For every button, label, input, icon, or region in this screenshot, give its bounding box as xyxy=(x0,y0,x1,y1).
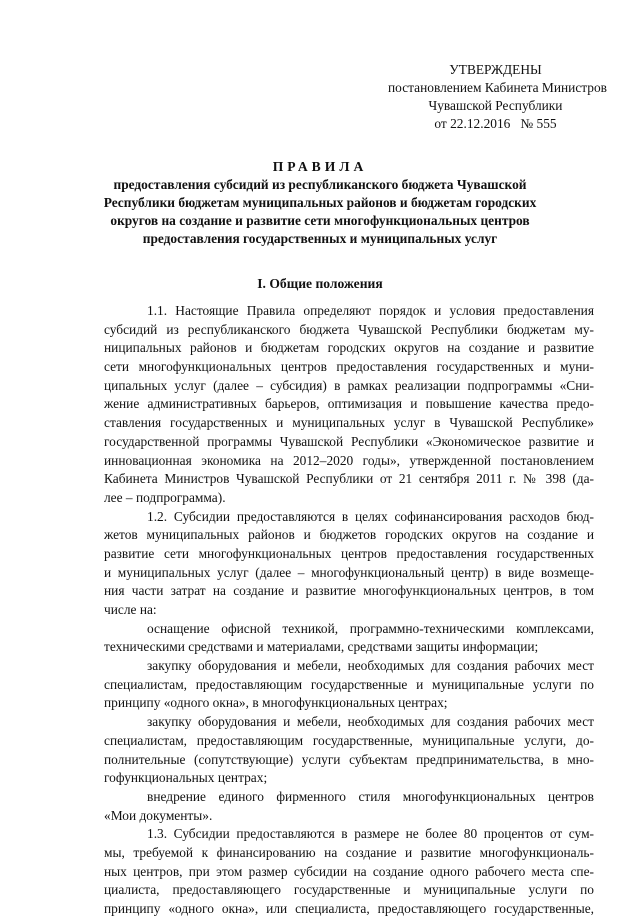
body-line: жение административных барьеров, оптимизация и повышение качества предо- xyxy=(104,396,594,412)
body-line: специалистам, предоставляющим государственные и муниципальные услуги по xyxy=(104,676,594,692)
body-line: инновационная экономика на 2012–2020 годы», утвержденной постановлением xyxy=(104,452,594,468)
body-line: 1.3. Субсидии предоставляются в размере не более 80 процентов от сум- xyxy=(147,826,594,842)
body-line: циалиста, предоставляющего государственные и муниципальные услуги по xyxy=(104,882,594,898)
approval-line: Чувашской Республики xyxy=(428,98,563,113)
body-line: внедрение единого фирменного стиля многофункциональных центров xyxy=(147,788,594,804)
body-line: закупку оборудования и мебели, необходимых для создания рабочих мест xyxy=(147,714,594,730)
body-line: «Мои документы». xyxy=(104,807,213,823)
body-line: гофункциональных центрах; xyxy=(104,770,268,786)
subtitle-line: предоставления субсидий из республиканского бюджета Чувашской xyxy=(113,177,527,192)
approval-line: постановлением Кабинета Министров xyxy=(388,80,607,95)
body-line: оснащение офисной техникой, программно-техническими комплексами, xyxy=(147,620,594,636)
document-title: ПРАВИЛА xyxy=(272,159,368,174)
body-line: специалистам, предоставляющим государственные, муниципальные услуги, до- xyxy=(104,732,594,748)
body-line: ставления государственных и муниципальных услуг в Чувашской Республике» xyxy=(104,415,594,431)
body-line: ципальных услуг (далее – субсидия) в рамках реализации подпрограммы «Сни- xyxy=(104,377,594,393)
body-line: государственной программы Чувашской Республики «Экономическое развитие и xyxy=(104,433,594,449)
approval-line: УТВЕРЖДЕНЫ xyxy=(449,62,542,77)
document-body xyxy=(104,302,594,919)
subtitle-line: предоставления государственных и муниципальных услуг xyxy=(142,231,498,246)
body-line: 1.1. Настоящие Правила определяют порядок и условия предоставления xyxy=(147,303,594,318)
body-line: ных центров, при этом размер субсидии на создание одного рабочего места спе- xyxy=(104,863,594,879)
body-line: сети многофункциональных центров предоставления государственных и муни- xyxy=(104,359,594,375)
subtitle-line: Республики бюджетам муниципальных районов и бюджетам городских xyxy=(103,195,537,210)
body-line: принципу «одного окна», или специалиста, предоставляющего государственные, xyxy=(104,901,594,916)
body-line: полнительные (сопутствующие) услуги субъектам предпринимательства, в мно- xyxy=(104,751,594,767)
body-line: и муниципальных услуг (далее – многофункциональный центр) в виде возмеще- xyxy=(104,564,594,580)
body-line: ния части затрат на создание и развитие многофункциональных центров, в том xyxy=(104,583,594,599)
body-line: техническими средствами и материалами, средствами защиты информации; xyxy=(104,639,539,655)
section-heading: I. Общие положения xyxy=(257,276,383,291)
body-line: жетов муниципальных районов и бюджетов городских округов на создание и xyxy=(104,527,594,543)
body-line: развитие сети многофункциональных центров предоставления государственных xyxy=(104,545,594,561)
body-line: закупку оборудования и мебели, необходимых для создания рабочих мест xyxy=(147,658,594,674)
body-line: принципу «одного окна», в многофункциональных центрах; xyxy=(104,695,448,711)
document-subtitle xyxy=(60,176,580,248)
subtitle-line: округов на создание и развитие сети многофункциональных центров xyxy=(110,213,530,228)
approval-line: от 22.12.2016 № 555 xyxy=(434,116,557,131)
body-line: ниципальных районов и бюджетам городских округов на создание и развитие xyxy=(104,340,594,356)
approval-stamp xyxy=(388,61,607,133)
body-line: субсидий из республиканского бюджета Чувашской Республики бюджетам му- xyxy=(104,321,594,337)
body-line: лее – подпрограмма). xyxy=(104,489,226,505)
body-line: Кабинета Министров Чувашской Республики от 21 сентября 2011 г. № 398 (да- xyxy=(104,471,594,487)
body-line: 1.2. Субсидии предоставляются в целях софинансирования расходов бюд- xyxy=(147,508,594,524)
body-line: числе на: xyxy=(104,602,157,617)
body-line: мы, требуемой к финансированию на создание и развитие многофункциональ- xyxy=(104,844,594,860)
